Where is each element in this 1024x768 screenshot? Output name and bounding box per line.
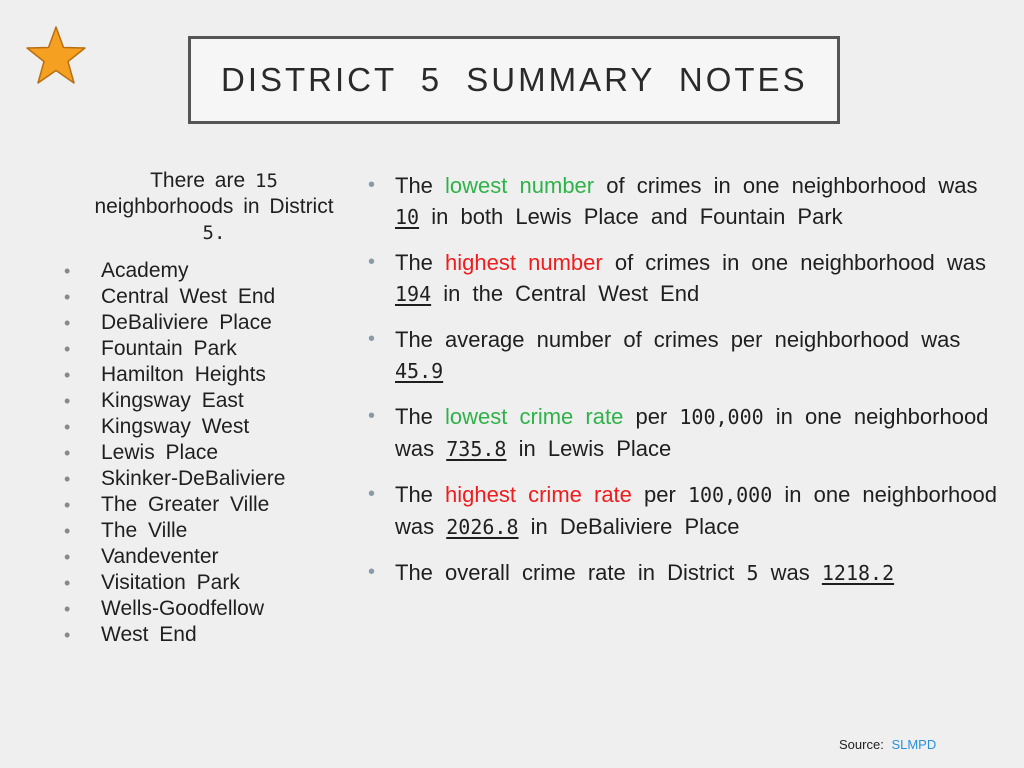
text: in both Lewis Place and Fountain Park: [431, 204, 843, 229]
list-item: • Academy: [64, 258, 364, 284]
source-label: Source:: [839, 737, 884, 752]
text: The: [395, 173, 433, 198]
summary-points: [368, 170, 998, 603]
point-lowest-number: [368, 170, 998, 233]
stat-value: 45.9: [395, 359, 444, 383]
stat-value: 194: [395, 282, 432, 306]
list-item: • Kingsway West: [64, 414, 364, 440]
rate-base: 100,000: [687, 483, 773, 507]
intro-prefix: There are: [150, 169, 246, 192]
text: was: [770, 560, 810, 585]
stat-value: 10: [395, 205, 420, 229]
highlight-green: lowest number: [445, 173, 595, 198]
list-item: • Wells-Goodfellow: [64, 596, 364, 622]
text: in DeBaliviere Place: [530, 514, 740, 539]
text: of crimes in one neighborhood was: [606, 173, 978, 198]
list-item: • Lewis Place: [64, 440, 364, 466]
rate-base: 100,000: [679, 405, 764, 429]
list-item: • West End: [64, 622, 364, 648]
page-title: DISTRICT 5 SUMMARY NOTES: [221, 61, 808, 98]
list-item: • The Greater Ville: [64, 492, 364, 518]
list-item: • Fountain Park: [64, 336, 364, 362]
intro-text: [64, 168, 364, 246]
stat-value: 2026.8: [446, 515, 519, 539]
list-item: • Skinker-DeBaliviere: [64, 466, 364, 492]
text: The overall crime rate in District: [395, 560, 735, 585]
point-highest-rate: [368, 479, 998, 543]
point-overall-rate: [368, 557, 998, 589]
stat-value: 735.8: [446, 437, 507, 461]
intro-middle: neighborhoods in District: [94, 195, 334, 218]
text: per: [644, 482, 676, 507]
neighborhood-list: [64, 258, 364, 648]
star-icon: [24, 25, 88, 87]
text: of crimes in one neighborhood was: [614, 250, 987, 275]
text: The: [395, 482, 433, 507]
list-item: • Vandeventer: [64, 544, 364, 570]
neighborhood-count: 15: [255, 170, 278, 192]
text: in one neighborhood was: [395, 404, 989, 461]
list-item: • Visitation Park: [64, 570, 364, 596]
district-number: 5: [746, 561, 759, 585]
highlight-green: lowest crime rate: [445, 404, 624, 429]
point-lowest-rate: [368, 401, 998, 465]
point-highest-number: [368, 247, 998, 310]
source-link[interactable]: SLMPD: [891, 737, 937, 752]
text: in Lewis Place: [518, 436, 672, 461]
list-item: • Kingsway East: [64, 388, 364, 414]
list-item: • Hamilton Heights: [64, 362, 364, 388]
text: The: [395, 404, 433, 429]
title-box: [188, 36, 840, 124]
text: The average number of crimes per neighborhood was: [395, 327, 961, 352]
text: in the Central West End: [443, 281, 700, 306]
list-item: • DeBaliviere Place: [64, 310, 364, 336]
list-item: • The Ville: [64, 518, 364, 544]
text: per: [635, 404, 668, 429]
text: in one neighborhood was: [395, 482, 997, 539]
highlight-red: highest crime rate: [445, 482, 632, 507]
stat-value: 1218.2: [821, 561, 895, 585]
intro-district: 5.: [202, 222, 226, 244]
source-note: [839, 737, 936, 752]
point-average: [368, 324, 998, 387]
text: The: [395, 250, 433, 275]
highlight-red: highest number: [445, 250, 603, 275]
list-item: • Central West End: [64, 284, 364, 310]
neighborhood-column: [64, 168, 364, 648]
